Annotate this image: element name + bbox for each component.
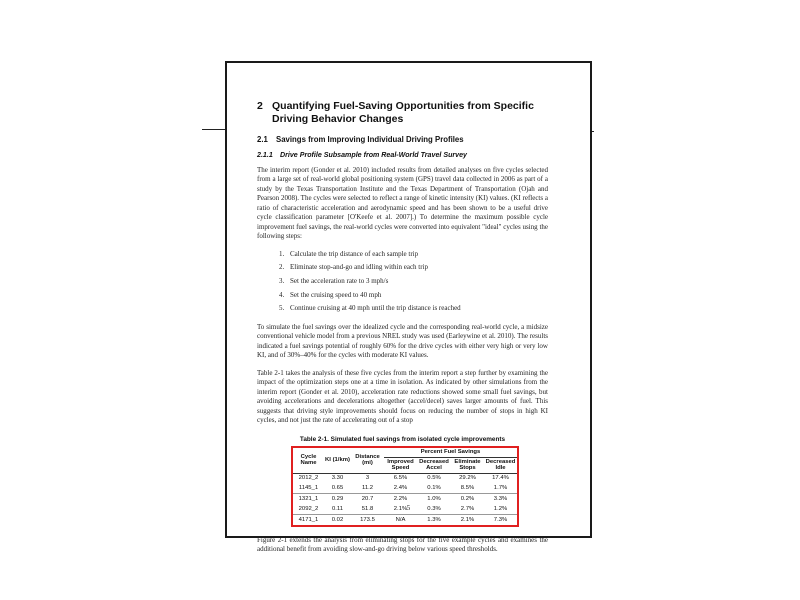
section-title: Quantifying Fuel-Saving Opportunities from Specific Driving Behavior Changes <box>272 100 534 125</box>
col-header-cycle-name: Cycle Name <box>293 448 324 473</box>
cell-distance: 20.7 <box>351 494 384 504</box>
table-header-row <box>293 448 517 457</box>
page-content <box>257 100 548 563</box>
paragraph-simulation: To simulate the fuel savings over the idealized cycle and the corresponding real-world cycle, a midsize conventional vehicle model from a previous NREL study was used (Earleywine et al. 2010). The results indicated a fuel savings potential of roughly 60% for the drive cycles with either very high or very low KI, and of 30%–40% for the cycles with moderate KI values. <box>257 322 549 360</box>
cell-improved-speed: N/A <box>384 514 417 524</box>
cell-distance: 11.2 <box>361 485 374 492</box>
section-heading <box>257 100 548 125</box>
list-item-number: 3. <box>279 277 285 286</box>
col-header-distance: Distance (mi) <box>351 448 384 473</box>
cell-cycle-name: 4171_1 <box>293 514 324 524</box>
cell-decreased-idle: 7.3% <box>484 514 517 524</box>
col-group-header-percent-fuel-savings: Percent Fuel Savings <box>384 448 517 457</box>
cell-eliminate-stops: 8.5% <box>460 485 475 492</box>
cell-distance: 173.5 <box>351 514 384 524</box>
paragraph-table-discussion: Table 2-1 takes the analysis of these five cycles from the interim report a step further by examining the impact of the optimization steps one at a time in isolation. As indicated by other simulations from the interim report (Gonder et al. 2010), acceleration rate reductions showed some small fuel savings, but avoiding accelerations and decelerations altogether (accel/decel) saves larger amounts of fuel. This suggests that driving style improvements should focus on reducing the number of stops in high KI cycles, and not just the rate of accelerating out of a stop <box>257 368 548 425</box>
document-page <box>225 61 592 554</box>
list-item <box>279 291 548 300</box>
cell-eliminate-stops: 29.2% <box>459 475 476 482</box>
list-item-text: Calculate the trip distance of each sample trip <box>290 249 419 258</box>
col-header-decreased-accel: Decreased Accel <box>417 457 451 473</box>
cell-cycle-name: 2012_2 <box>298 475 319 482</box>
cell-eliminate-stops: 2.1% <box>451 514 484 524</box>
cell-eliminate-stops: 0.2% <box>451 494 484 504</box>
paragraph-intro: The interim report (Gonder et al. 2010) included results from detailed analyses on five cycles selected from a large set of real-world global positioning system (GPS) travel data collected in 2006 as part of a study by the Texas Transportation Institute and the Texas Department of Transportation (Ojah and Pearson 2008). The cycles were selected to reflect a range of kinetic intensity (KI) values. (KI reflects a ratio of characteristic acceleration and aerodynamic speed and has been shown to be a useful drive cycle classification parameter [O'Keefe et al. 2007].) To determine the maximum possible cycle improvement fuel savings, the real-world cycles were converted into equivalent "ideal" cycles using the following steps: <box>257 165 548 241</box>
table-row <box>293 473 517 483</box>
list-item-number: 2. <box>279 263 285 272</box>
cell-cycle-name: 1145_1 <box>298 485 319 492</box>
cell-decreased-accel: 0.5% <box>427 475 441 482</box>
cell-ki: 0.02 <box>324 514 351 524</box>
col-header-ki: KI (1/km) <box>324 448 351 473</box>
subsection-heading <box>257 135 548 144</box>
cell-ki: 0.29 <box>324 494 351 504</box>
cell-ki: 3.30 <box>331 475 344 482</box>
list-item-text: Set the cruising speed to 40 mph <box>290 290 382 299</box>
cell-improved-speed: 2.2% <box>384 494 417 504</box>
subsubsection-number: 2.1.1 <box>257 151 273 159</box>
table-row <box>293 514 517 524</box>
subsubsection-heading <box>257 151 548 160</box>
cell-decreased-accel: 1.0% <box>417 494 451 504</box>
cell-decreased-accel: 1.3% <box>417 514 451 524</box>
steps-list <box>257 250 548 314</box>
list-item-number: 1. <box>279 249 285 258</box>
cell-distance: 51.8 <box>361 505 374 512</box>
subsubsection-title: Drive Profile Subsample from Real-World Travel Survey <box>280 151 467 159</box>
cell-distance: 3 <box>365 475 370 482</box>
table-caption: Table 2-1. Simulated fuel savings from isolated cycle improvements <box>299 436 506 444</box>
list-item <box>279 304 548 313</box>
cell-decreased-idle: 17.4% <box>492 475 509 482</box>
table-row <box>293 494 517 504</box>
list-item-number: 5. <box>279 304 285 313</box>
cell-cycle-name: 2092_2 <box>298 505 319 512</box>
fuel-savings-table <box>293 448 517 525</box>
cell-decreased-idle: 1.7% <box>493 485 508 492</box>
tick-mark-left <box>202 129 225 130</box>
cell-improved-speed: 2.1% <box>393 505 408 512</box>
cell-decreased-idle: 1.2% <box>493 505 508 512</box>
cell-decreased-accel: 0.1% <box>427 485 441 492</box>
cell-eliminate-stops: 2.7% <box>460 505 475 512</box>
list-item <box>279 263 548 272</box>
section-number: 2 <box>257 100 263 112</box>
list-item-number: 4. <box>279 290 285 299</box>
paragraph-figure-reference: Figure 2-1 extends the analysis from eliminating stops for the five example cycles and examines the additional benefit from avoiding slow-and-go driving below various speed thresholds. <box>257 535 548 554</box>
list-item <box>279 277 548 286</box>
list-item-text: Set the acceleration rate to 3 mph/s <box>290 277 389 286</box>
cell-decreased-idle: 3.3% <box>484 494 517 504</box>
table-row <box>293 484 517 494</box>
cell-cycle-name: 1321_1 <box>293 494 324 504</box>
cell-improved-speed: 2.4% <box>393 485 408 492</box>
list-item <box>279 250 548 259</box>
list-item-text: Eliminate stop-and-go and idling within each trip <box>290 263 429 272</box>
table-highlight-box <box>291 446 519 527</box>
list-item-text: Continue cruising at 40 mph until the trip distance is reached <box>290 304 461 313</box>
cell-decreased-accel: 0.3% <box>427 505 441 512</box>
cell-ki: 0.11 <box>331 505 344 512</box>
col-header-decreased-idle: Decreased Idle <box>484 457 517 473</box>
col-header-improved-speed: Improved Speed <box>384 457 417 473</box>
cell-ki: 0.65 <box>331 485 344 492</box>
cell-improved-speed: 6.5% <box>393 475 408 482</box>
subsection-title: Savings from Improving Individual Driving Profiles <box>276 135 464 144</box>
page-number: 5 <box>406 504 411 512</box>
col-header-eliminate-stops: Eliminate Stops <box>451 457 484 473</box>
subsection-number: 2.1 <box>257 135 268 144</box>
